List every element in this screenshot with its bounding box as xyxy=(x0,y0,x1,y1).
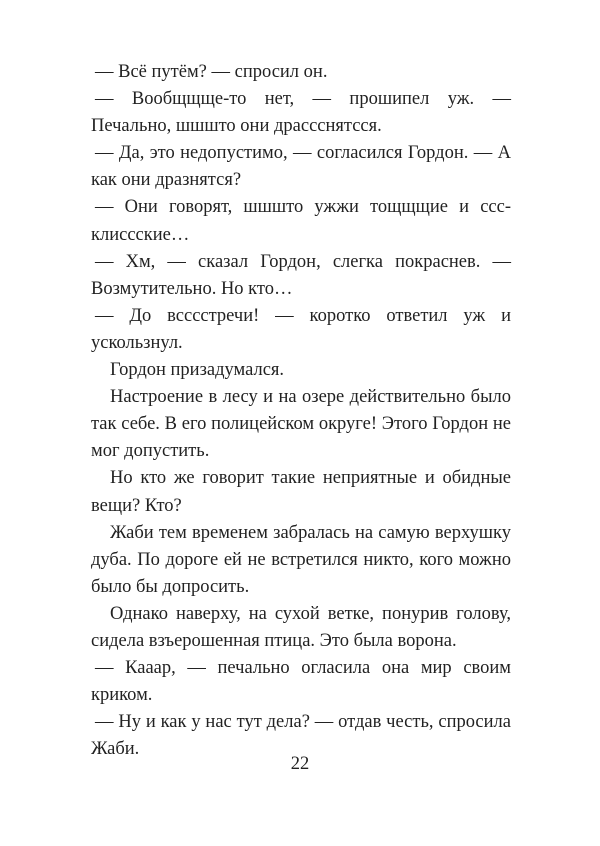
page-number: 22 xyxy=(290,754,310,774)
paragraph: Жаби тем временем забралась на самую верхушку дуба. По дороге ей не встретился никто, кого можно было бы допросить. xyxy=(91,522,511,597)
paragraph: Гордон призадумался. xyxy=(110,360,285,381)
paragraph: — До всссстречи! — коротко ответил уж и ускользнул. xyxy=(91,305,511,353)
page-text xyxy=(91,59,511,763)
paragraph: — Вообщщще-то нет, — прошипел уж. — Печально, шшшто они драссснятсся. xyxy=(91,89,511,137)
paragraph: — Хм, — сказал Гордон, слегка покраснев. — Возмутительно. Но кто… xyxy=(91,251,511,299)
paragraph: — Они говорят, шшшто ужжи тощщщие и сссклиссские… xyxy=(91,197,511,245)
paragraph: Однако наверху, на сухой ветке, понурив голову, сидела взъерошенная птица. Это была ворона. xyxy=(91,603,511,651)
paragraph: — Ну и как у нас тут дела? — отдав честь, спросила Жаби. xyxy=(91,712,511,760)
paragraph: — Да, это недопустимо, — согласился Гордон. — А как они дразнятся? xyxy=(91,143,511,191)
paragraph: — Кааар, — печально огласила она мир своим криком. xyxy=(91,658,511,706)
paragraph: Настроение в лесу и на озере действительно было так себе. В его полицейском округе! Этого Гордон не мог допустить. xyxy=(91,387,511,462)
paragraph: Но кто же говорит такие неприятные и обидные вещи? Кто? xyxy=(91,468,511,516)
paragraph: — Всё путём? — спросил он. xyxy=(95,62,328,82)
